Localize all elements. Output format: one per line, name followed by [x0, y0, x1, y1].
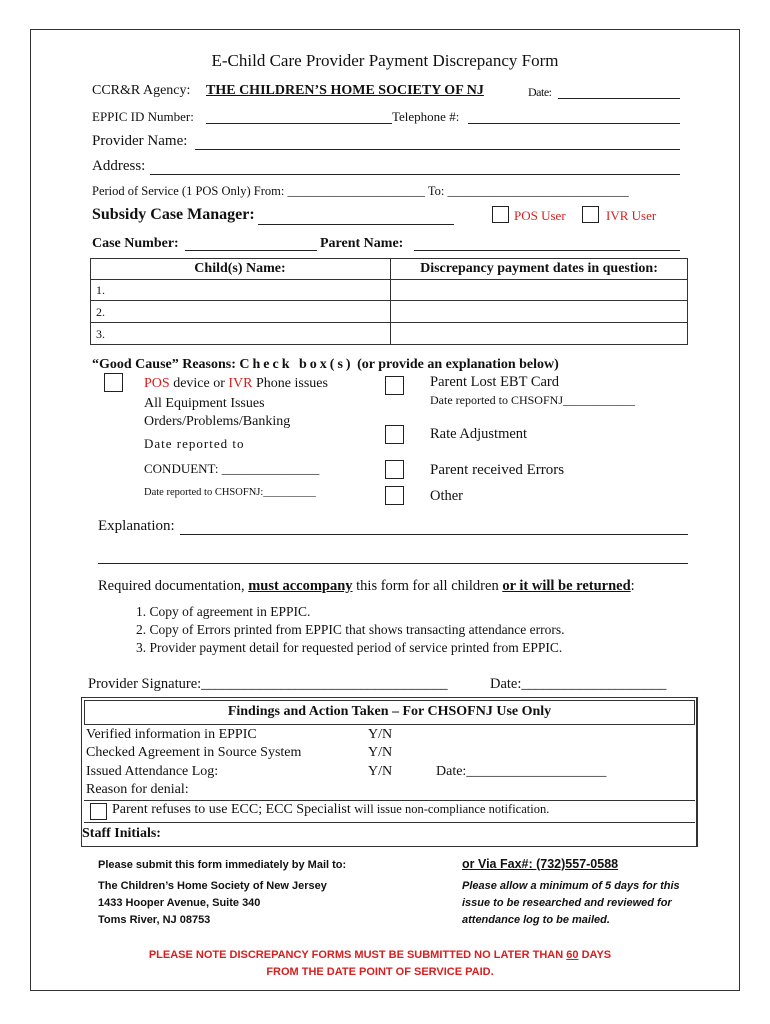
footer-street: 1433 Hooper Avenue, Suite 340: [98, 897, 261, 909]
conduent-label: CONDUENT:: [144, 461, 219, 476]
list-item: 2. Copy of Errors printed from EPPIC that shows transacting attendance errors.: [136, 622, 565, 637]
telephone-field[interactable]: [468, 108, 680, 124]
all-equipment-label: All Equipment Issues: [144, 396, 265, 411]
good-cause-suffix: (or provide an explanation below): [357, 357, 559, 372]
table-row-1-dates[interactable]: [390, 279, 688, 301]
findings-title: Findings and Action Taken – For CHSOFNJ Use Only: [227, 704, 552, 719]
pos-word: POS: [144, 376, 170, 391]
required-must: must accompany: [248, 578, 353, 594]
subsidy-field[interactable]: [258, 206, 454, 225]
refuses-small: will issue non-compliance notification.: [354, 802, 550, 816]
conduent-line: [144, 461, 319, 477]
fax-number: or Via Fax#: (732)557-0588: [462, 857, 619, 871]
parent-name-field[interactable]: [414, 235, 680, 251]
refuses-checkbox[interactable]: [90, 803, 107, 820]
date-reported-chs-label: Date reported to CHSOFNJ:: [144, 487, 264, 498]
good-cause-check: Check box(s): [239, 357, 354, 372]
date-reported-chs-line: [144, 487, 316, 498]
ivr-user-label: IVR User: [606, 208, 657, 223]
orders-label: Orders/Problems/Banking: [144, 414, 291, 429]
table-row-3-child[interactable]: [90, 322, 391, 345]
required-returned: or it will be returned: [502, 578, 631, 594]
eppic-field[interactable]: [206, 108, 392, 124]
period-to-field[interactable]: _____________________________: [447, 184, 629, 198]
provider-name-field[interactable]: [195, 133, 680, 150]
date-reported-to-label: Date reported to: [144, 436, 245, 451]
period-from-label: Period of Service (1 POS Only) From:: [92, 184, 285, 198]
required-doc-line: [98, 578, 635, 595]
signature-date-field[interactable]: ____________________: [521, 676, 667, 692]
period-label: [92, 184, 629, 199]
explanation-field-1[interactable]: [180, 518, 688, 535]
table-row-1-num: 1.: [96, 283, 105, 297]
refuses-label: Parent refuses to use ECC; ECC Specialist: [112, 802, 351, 817]
table-header-dates: Discrepancy payment dates in question:: [420, 261, 658, 276]
table-header-child: Child(s) Name:: [194, 261, 286, 276]
pos-ivr-label: [144, 376, 328, 392]
findings-date-label: Date:: [436, 764, 467, 779]
date-reported-chsofnj-label: Date reported to CHSOFNJ: [430, 393, 563, 407]
staff-initials-label: Staff Initials:: [82, 826, 161, 841]
case-number-label: Case Number:: [92, 236, 179, 251]
findings-date-line: [436, 764, 606, 780]
other-label: Other: [430, 488, 464, 504]
date-reported-chsofnj-line: [430, 393, 635, 408]
agency-date-field[interactable]: [558, 84, 680, 99]
allow-line-3: attendance log to be mailed.: [462, 914, 610, 926]
parent-errors-checkbox[interactable]: [385, 460, 404, 479]
table-row-2-num: 2.: [96, 305, 105, 319]
phone-issues-word: Phone issues: [256, 376, 328, 391]
signature-line: [88, 676, 448, 693]
explanation-field-2[interactable]: [98, 547, 688, 564]
agency-value: THE CHILDREN’S HOME SOCIETY OF NJ: [206, 83, 484, 98]
deadline-note-a: PLEASE NOTE DISCREPANCY FORMS MUST BE SUBMITTED NO LATER THAN: [148, 949, 564, 961]
signature-date-label: Date:: [490, 676, 522, 692]
pos-user-label: POS User: [514, 208, 566, 223]
good-cause-prefix: “Good Cause” Reasons:: [92, 357, 236, 372]
rate-adjustment-label: Rate Adjustment: [430, 426, 528, 442]
pos-user-checkbox[interactable]: [492, 206, 509, 223]
address-field[interactable]: [150, 158, 680, 175]
table-row-3-dates[interactable]: [390, 322, 688, 345]
good-cause-heading: [92, 357, 559, 373]
deadline-note-line-2: FROM THE DATE POINT OF SERVICE PAID.: [266, 966, 494, 978]
findings-checked: Checked Agreement in Source System: [86, 745, 302, 760]
device-or-word: device or: [173, 376, 225, 391]
eppic-label: EPPIC ID Number:: [92, 109, 194, 124]
signature-field[interactable]: __________________________________: [201, 676, 448, 692]
date-reported-chs-field[interactable]: __________: [263, 487, 316, 498]
required-middle: this form for all children: [356, 578, 499, 594]
parent-name-label: Parent Name:: [320, 236, 404, 251]
findings-issued-yn[interactable]: Y/N: [368, 764, 393, 779]
subsidy-label: Subsidy Case Manager:: [92, 206, 255, 223]
allow-line-2: issue to be researched and reviewed for: [462, 897, 672, 909]
footer-city: Toms River, NJ 08753: [98, 914, 211, 926]
required-colon: :: [630, 578, 635, 594]
submit-label: Please submit this form immediately by Mail to:: [98, 859, 347, 871]
period-to-label: To:: [427, 184, 445, 198]
findings-divider-1: [84, 800, 695, 801]
date-reported-chsofnj-field[interactable]: ____________: [562, 393, 635, 407]
ivr-user-checkbox[interactable]: [582, 206, 599, 223]
table-row-1-child[interactable]: [90, 279, 391, 301]
explanation-label: Explanation:: [98, 518, 175, 534]
deadline-note-num: 60: [566, 949, 579, 961]
agency-date-label: Date:: [528, 85, 552, 99]
provider-name-label: Provider Name:: [92, 133, 188, 149]
case-number-field[interactable]: [185, 235, 317, 251]
parent-lost-checkbox[interactable]: [385, 376, 404, 395]
findings-issued: Issued Attendance Log:: [86, 764, 219, 779]
conduent-field[interactable]: _______________: [221, 461, 320, 476]
signature-date-line: [490, 676, 666, 693]
required-prefix: Required documentation,: [98, 578, 245, 594]
refuses-line: [112, 802, 549, 818]
findings-date-field[interactable]: ____________________: [466, 764, 607, 779]
pos-ivr-checkbox[interactable]: [104, 373, 123, 392]
form-title: E-Child Care Provider Payment Discrepancy Form: [211, 51, 559, 70]
ivr-word: IVR: [228, 376, 253, 391]
period-from-field[interactable]: ______________________: [287, 184, 425, 198]
table-row-2-dates[interactable]: [390, 300, 688, 323]
deadline-note-b: DAYS: [581, 949, 612, 961]
deadline-note-line-1: [0, 949, 760, 961]
table-row-2-child[interactable]: [90, 300, 391, 323]
rate-adjustment-checkbox[interactable]: [385, 425, 404, 444]
telephone-label: Telephone #:: [392, 109, 460, 124]
other-checkbox[interactable]: [385, 486, 404, 505]
footer-org: The Children’s Home Society of New Jersey: [98, 880, 327, 892]
findings-verified-yn[interactable]: Y/N: [368, 727, 393, 742]
parent-errors-label: Parent received Errors: [430, 462, 565, 478]
findings-reason: Reason for denial:: [86, 782, 189, 797]
allow-line-1: Please allow a minimum of 5 days for this: [462, 880, 680, 892]
findings-verified: Verified information in EPPIC: [86, 727, 257, 742]
agency-label: CCR&R Agency:: [92, 83, 191, 98]
parent-lost-label: Parent Lost EBT Card: [430, 374, 560, 390]
list-item: 3. Provider payment detail for requested period of service printed from EPPIC.: [136, 640, 563, 655]
findings-checked-yn[interactable]: Y/N: [368, 745, 393, 760]
findings-divider-2: [84, 822, 695, 823]
address-label: Address:: [92, 158, 146, 174]
table-row-3-num: 3.: [96, 327, 105, 341]
list-item: 1. Copy of agreement in EPPIC.: [136, 604, 311, 619]
signature-label: Provider Signature:: [88, 676, 202, 692]
